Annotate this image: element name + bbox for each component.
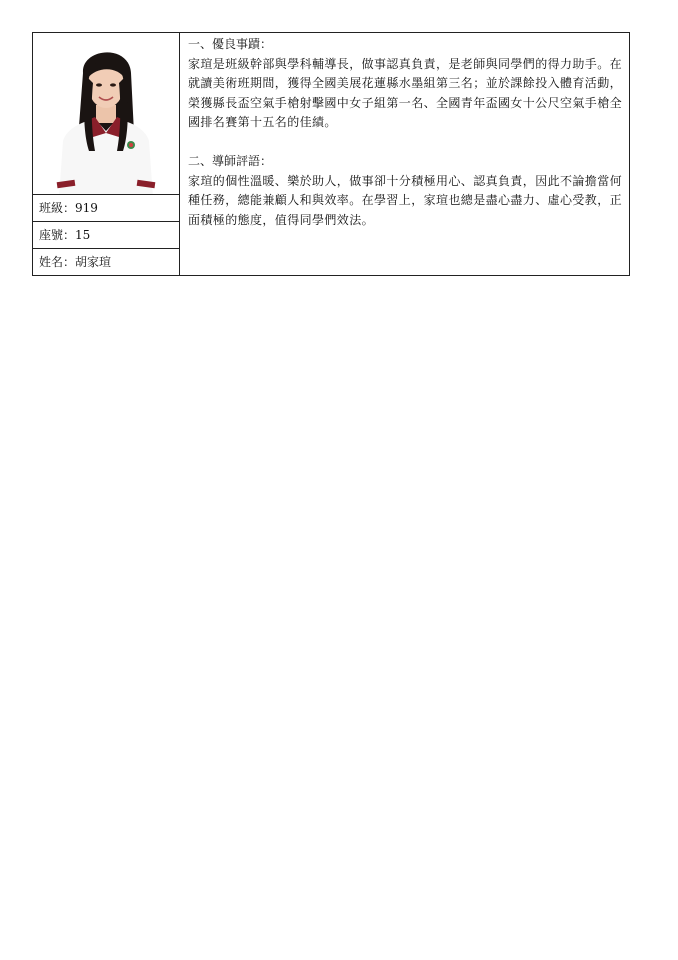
name-field: 姓名：胡家瑄 [39, 255, 112, 269]
teacher-comment-heading: 二、導師評語： [188, 154, 273, 168]
student-description-column [180, 33, 629, 275]
student-profile-card [32, 32, 630, 276]
achievements-text: 家瑄是班級幹部與學科輔導長，做事認真負責，是老師與同學們的得力助手。在就讀美術班期間，獲得全國美展花蓮縣水墨組第三名；並於課餘投入體育活動，榮獲縣長盃空氣手槍射擊國中女子組第一名、全國青年盃國女十公尺空氣手槍全國排名賽第十五名的佳績。 [188, 56, 623, 129]
teacher-comment-text: 家瑄的個性溫暖、樂於助人，做事卻十分積極用心、認真負責，因此不論擔當何種任務，總能兼顧人和與效率。在學習上，家瑄也總是盡心盡力、虛心受教，正面積極的態度，值得同學們效法。 [188, 173, 623, 227]
student-info-column [33, 33, 180, 275]
student-portrait-image [33, 33, 179, 195]
achievements-heading: 一、優良事蹟： [188, 37, 273, 51]
student-photo [33, 33, 179, 195]
seat-number-field: 座號：15 [33, 222, 179, 249]
class-field: 班級：919 [33, 195, 179, 222]
section-spacer [188, 133, 623, 153]
